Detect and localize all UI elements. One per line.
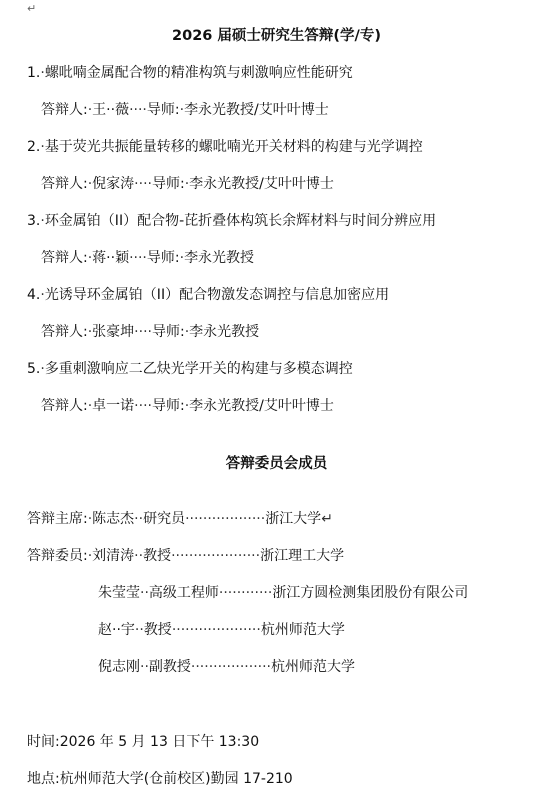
member-org: 浙江理工大学 <box>260 548 345 564</box>
project-title: 多重刺激响应二乙炔光学开关的构建与多模态调控 <box>44 361 353 377</box>
defense-location: 地点:杭州师范大学(仓前校区)勤园 17-210 <box>27 771 293 787</box>
member-name: 朱莹莹 <box>98 585 140 601</box>
project-number: 4. <box>27 287 41 303</box>
committee-member-line: 赵··宇··教授····················杭州师范大学 <box>98 622 345 638</box>
project-number: 3. <box>27 213 41 229</box>
defender-label: 答辩人: <box>41 102 88 118</box>
project-title: 环金属铂（II）配合物-芘折叠体构筑长余辉材料与时间分辨应用 <box>44 213 437 229</box>
advisor-name: 李永光教授/艾叶叶博士 <box>189 176 334 192</box>
defender-name: 倪家涛 <box>92 176 135 192</box>
committee-member-line: 朱莹莹··高级工程师············浙江方圆检测集团股份有限公司 <box>98 585 469 601</box>
defender-name: 蒋··颖 <box>92 250 130 266</box>
defender-label: 答辩人: <box>41 324 88 340</box>
member-title: 教授 <box>143 548 172 564</box>
member-name: 赵··宇 <box>98 622 135 638</box>
project-1-defender-line: 答辩人:·王··薇····导师:·李永光教授/艾叶叶博士 <box>41 102 329 118</box>
project-3-title-line: 3.·环金属铂（II）配合物-芘折叠体构筑长余辉材料与时间分辨应用 <box>27 213 437 229</box>
project-title: 光诱导环金属铂（II）配合物激发态调控与信息加密应用 <box>44 287 390 303</box>
project-3-defender-line: 答辩人:·蒋··颖····导师:·李永光教授 <box>41 250 255 266</box>
member-name: 倪志刚 <box>98 659 140 675</box>
member-org: 杭州师范大学 <box>260 622 345 638</box>
chair-name: 陈志杰 <box>92 511 135 527</box>
defender-label: 答辩人: <box>41 250 88 266</box>
member-org: 浙江方圆检测集团股份有限公司 <box>272 585 469 601</box>
advisor-label: 导师: <box>151 398 185 414</box>
project-number: 1. <box>27 65 41 81</box>
chair-org: 浙江大学 <box>265 511 322 527</box>
project-5-defender-line: 答辩人:·卓一诺····导师:·李永光教授/艾叶叶博士 <box>41 398 334 414</box>
project-5-title-line: 5.·多重刺激响应二乙炔光学开关的构建与多模态调控 <box>27 361 353 377</box>
project-2-defender-line: 答辩人:·倪家涛····导师:·李永光教授/艾叶叶博士 <box>41 176 334 192</box>
chair-label: 答辩主席: <box>27 511 88 527</box>
advisor-label: 导师: <box>151 176 185 192</box>
defender-name: 卓一诺 <box>92 398 135 414</box>
advisor-label: 导师: <box>151 324 185 340</box>
project-number: 2. <box>27 139 41 155</box>
member-title: 教授 <box>143 622 172 638</box>
committee-member-line: 答辩委员:·刘清涛··教授····················浙江理工大学 <box>27 548 345 564</box>
advisor-name: 李永光教授 <box>184 250 255 266</box>
advisor-name: 李永光教授 <box>189 324 260 340</box>
paragraph-mark: ↵ <box>27 2 37 15</box>
project-title: 基于荧光共振能量转移的螺吡喃光开关材料的构建与光学调控 <box>44 139 423 155</box>
member-title: 副教授 <box>148 659 191 675</box>
project-4-defender-line: 答辩人:·张豪坤····导师:·李永光教授 <box>41 324 260 340</box>
project-4-title-line: 4.·光诱导环金属铂（II）配合物激发态调控与信息加密应用 <box>27 287 390 303</box>
member-name: 刘清涛 <box>92 548 135 564</box>
defense-time: 时间:2026 年 5 月 13 日下午 13:30 <box>27 734 260 750</box>
member-title: 高级工程师 <box>148 585 219 601</box>
advisor-name: 李永光教授/艾叶叶博士 <box>184 102 329 118</box>
paragraph-mark: ↵ <box>321 511 333 527</box>
project-number: 5. <box>27 361 41 377</box>
advisor-label: 导师: <box>146 102 180 118</box>
project-title: 螺吡喃金属配合物的精准构筑与刺激响应性能研究 <box>44 65 353 81</box>
committee-member-line: 倪志刚··副教授··················杭州师范大学 <box>98 659 356 675</box>
chair-title: 研究员 <box>143 511 186 527</box>
committee-heading: 答辩委员会成员 <box>225 456 328 472</box>
page-title: 2026 届硕士研究生答辩(学/专) <box>172 28 381 44</box>
committee-chair-line: 答辩主席:·陈志杰··研究员··················浙江大学↵ <box>27 511 333 527</box>
member-org: 杭州师范大学 <box>271 659 356 675</box>
defender-name: 张豪坤 <box>92 324 135 340</box>
defender-label: 答辩人: <box>41 398 88 414</box>
defender-label: 答辩人: <box>41 176 88 192</box>
project-2-title-line: 2.·基于荧光共振能量转移的螺吡喃光开关材料的构建与光学调控 <box>27 139 423 155</box>
advisor-label: 导师: <box>146 250 180 266</box>
defender-name: 王··薇 <box>92 102 130 118</box>
advisor-name: 李永光教授/艾叶叶博士 <box>189 398 334 414</box>
project-1-title-line: 1.·螺吡喃金属配合物的精准构筑与刺激响应性能研究 <box>27 65 353 81</box>
members-label: 答辩委员: <box>27 548 88 564</box>
